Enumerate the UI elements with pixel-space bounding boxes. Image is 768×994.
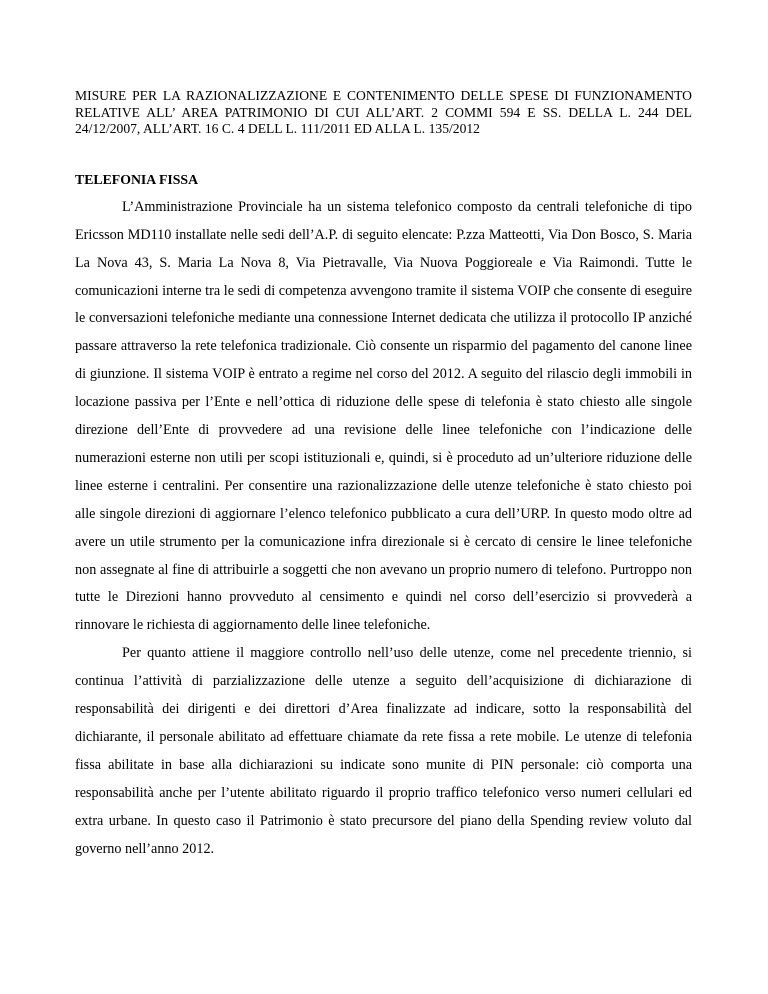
section-title: TELEFONIA FISSA bbox=[75, 171, 199, 187]
paragraph-telephone-system: L’Amministrazione Provinciale ha un sistema telefonico composto da centrali telefoniche di tipo Ericsson MD110 installate nelle sedi dell’A.P. di seguito elencate: P.zza Matteotti, Via Don Bosco, S. Maria La Nova 43, S. Maria La Nova 8, Via Pietravalle, Via Nuova Poggioreale e Via Raimondi. Tutte le comunicazioni interne tra le sedi di competenza avvengono tramite il sistema VOIP che consente di eseguire le conversazioni telefoniche mediante una connessione Internet dedicata che utilizza il protocollo IP anziché passare attraverso la rete telefonica tradizionale. Ciò consente un risparmio del pagamento del canone linee di giunzione. Il sistema VOIP è entrato a regime nel corso del 2012. A seguito del rilascio degli immobili in locazione passiva per l’Ente e nell’ottica di riduzione delle spese di telefonia è stato chiesto alle singole direzione dell’Ente di provvedere ad una revisione delle linee telefoniche con l’indicazione delle numerazioni esterne non utili per scopi istituzionali e, quindi, si è proceduto ad un’ulteriore riduzione delle linee esterne i centralini. Per consentire una razionalizzazione delle utenze telefoniche è stato chiesto poi alle singole direzioni di aggiornare l’elenco telefonico pubblicato a cura dell’URP. In questo modo oltre ad avere un utile strumento per la comunicazione infra direzionale si è cercato di censire le linee telefoniche non assegnate al fine di attribuirle a soggetti che non avevano un proprio numero di telefono. Purtroppo non tutte le Direzioni hanno provveduto al censimento e quindi nel corso dell’esercizio si provvederà a rinnovare le richiesta di aggiornamento delle linee telefoniche. bbox=[75, 198, 692, 634]
paragraph-usage-control: Per quanto attiene il maggiore controllo nell’uso delle utenze, come nel precedente triennio, si continua l’attività di parzializzazione delle utenze a seguito dell’acquisizione di dichiarazione di responsabilità dei dirigenti e dei direttori d’Area finalizzate ad indicare, sotto la responsabilità del dichiarante, il personale abilitato ad effettuare chiamate da rete fissa a rete mobile. Le utenze di telefonia fissa abilitate in base alla dichiarazioni su indicate sono munite di PIN personale: ciò comporta una responsabilità anche per l’utente abilitato riguardo il proprio traffico telefonico verso numeri cellulari ed extra urbane. In questo caso il Patrimonio è stato precursore del piano della Spending review voluto dal governo nell’anno 2012. bbox=[75, 645, 692, 857]
document-heading: MISURE PER LA RAZIONALIZZAZIONE E CONTENIMENTO DELLE SPESE DI FUNZIONAMENTO RELATIVE ALL’ AREA PATRIMONIO DI CUI ALL’ART. 2 COMMI 594 E SS. DELLA L. 244 DEL 24/12/2007, ALL’ART. 16 C. 4 DELL L. 111/2011 ED ALLA L. 135/2012 bbox=[75, 88, 692, 137]
document-body bbox=[75, 88, 692, 864]
